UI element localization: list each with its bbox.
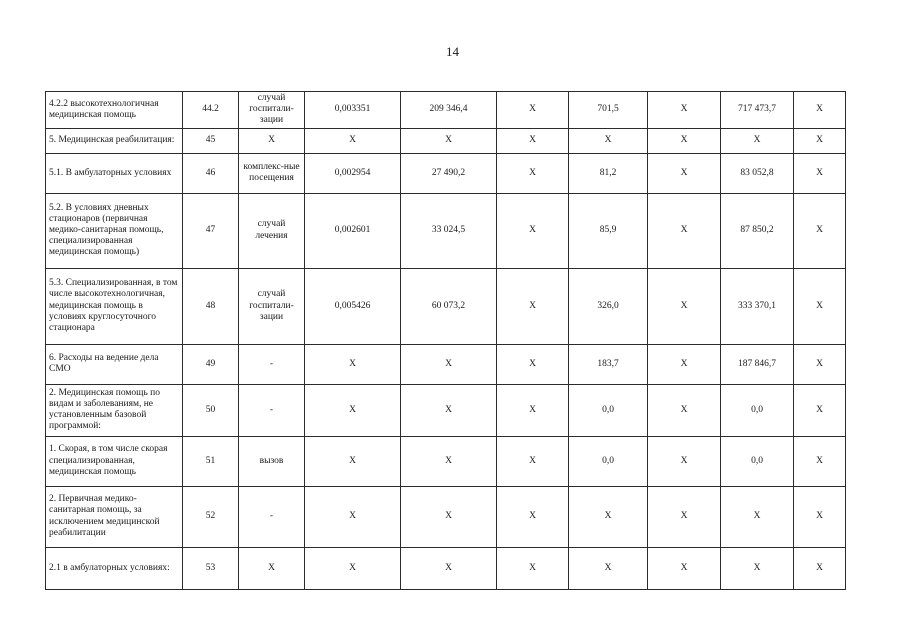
unit-cell: случай госпитали-зации	[239, 268, 305, 344]
table-row	[46, 92, 846, 129]
norm-cell: Х	[305, 344, 401, 384]
col-9-cell: 87 850,2	[721, 193, 794, 268]
unit-cell: случай лечения	[239, 193, 305, 268]
col-9-cell: 83 052,8	[721, 153, 794, 193]
col-10-cell: Х	[794, 268, 846, 344]
col-9-cell: 0,0	[721, 384, 794, 436]
col-8-cell: Х	[648, 268, 721, 344]
col-7-cell: 326,0	[569, 268, 648, 344]
col-9-cell: 0,0	[721, 436, 794, 486]
col-10-cell: Х	[794, 384, 846, 436]
row-number: 47	[183, 193, 239, 268]
row-label: 5.2. В условиях дневных стационаров (первичная медико-санитарная помощь, специализированная медицинская помощь)	[46, 193, 183, 268]
col-9-cell: 187 846,7	[721, 344, 794, 384]
col-10-cell: Х	[794, 128, 846, 153]
norm-cell: Х	[305, 486, 401, 547]
cost-cell: Х	[401, 486, 497, 547]
col-10-cell: Х	[794, 547, 846, 589]
norm-cell: Х	[305, 547, 401, 589]
row-label: 2. Медицинская помощь по видам и заболеваниям, не установленным базовой программой:	[46, 384, 183, 436]
col-6-cell: Х	[497, 384, 569, 436]
col-9-cell: Х	[721, 486, 794, 547]
row-label: 2.1 в амбулаторных условиях:	[46, 547, 183, 589]
col-10-cell: Х	[794, 193, 846, 268]
row-label: 2. Первичная медико-санитарная помощь, за исключением медицинской реабилитации	[46, 486, 183, 547]
norm-cell: 0,002601	[305, 193, 401, 268]
row-label: 1. Скорая, в том числе скорая специализированная, медицинская помощь	[46, 436, 183, 486]
table-row	[46, 384, 846, 436]
col-10-cell: Х	[794, 486, 846, 547]
row-number: 45	[183, 128, 239, 153]
norm-cell: Х	[305, 436, 401, 486]
col-6-cell: Х	[497, 92, 569, 129]
cost-cell: Х	[401, 547, 497, 589]
col-9-cell: 333 370,1	[721, 268, 794, 344]
cost-cell: 60 073,2	[401, 268, 497, 344]
row-number: 46	[183, 153, 239, 193]
page-number: 14	[446, 44, 459, 59]
col-10-cell: Х	[794, 153, 846, 193]
row-label: 6. Расходы на ведение дела СМО	[46, 344, 183, 384]
col-8-cell: Х	[648, 153, 721, 193]
row-number: 53	[183, 547, 239, 589]
col-8-cell: Х	[648, 547, 721, 589]
row-label: 4.2.2 высокотехнологичная медицинская помощь	[46, 92, 183, 129]
table-row	[46, 193, 846, 268]
col-10-cell: Х	[794, 344, 846, 384]
cost-cell: 27 490,2	[401, 153, 497, 193]
unit-cell: вызов	[239, 436, 305, 486]
unit-cell: случай госпитали-зации	[239, 92, 305, 129]
unit-cell: Х	[239, 128, 305, 153]
row-label: 5.1. В амбулаторных условиях	[46, 153, 183, 193]
unit-cell: -	[239, 344, 305, 384]
col-6-cell: Х	[497, 486, 569, 547]
table-row	[46, 268, 846, 344]
row-number: 52	[183, 486, 239, 547]
col-6-cell: Х	[497, 128, 569, 153]
col-8-cell: Х	[648, 486, 721, 547]
col-7-cell: Х	[569, 486, 648, 547]
col-6-cell: Х	[497, 153, 569, 193]
cost-cell: Х	[401, 436, 497, 486]
table-row	[46, 547, 846, 589]
row-number: 49	[183, 344, 239, 384]
col-7-cell: 81,2	[569, 153, 648, 193]
norm-cell: 0,002954	[305, 153, 401, 193]
col-6-cell: Х	[497, 344, 569, 384]
col-8-cell: Х	[648, 193, 721, 268]
col-10-cell: Х	[794, 92, 846, 129]
unit-cell: -	[239, 486, 305, 547]
norm-cell: Х	[305, 128, 401, 153]
financing-table	[45, 91, 846, 590]
col-7-cell: 701,5	[569, 92, 648, 129]
col-8-cell: Х	[648, 436, 721, 486]
col-9-cell: Х	[721, 547, 794, 589]
col-8-cell: Х	[648, 92, 721, 129]
unit-cell: -	[239, 384, 305, 436]
table-row	[46, 486, 846, 547]
col-7-cell: 0,0	[569, 384, 648, 436]
row-label: 5.3. Специализированная, в том числе высокотехнологичная, медицинская помощь в условиях круглосуточного стационара	[46, 268, 183, 344]
norm-cell: Х	[305, 384, 401, 436]
unit-cell: Х	[239, 547, 305, 589]
norm-cell: 0,003351	[305, 92, 401, 129]
col-6-cell: Х	[497, 547, 569, 589]
col-7-cell: 183,7	[569, 344, 648, 384]
table-row	[46, 344, 846, 384]
col-7-cell: 85,9	[569, 193, 648, 268]
cost-cell: Х	[401, 128, 497, 153]
col-9-cell: Х	[721, 128, 794, 153]
col-9-cell: 717 473,7	[721, 92, 794, 129]
col-6-cell: Х	[497, 268, 569, 344]
cost-cell: Х	[401, 344, 497, 384]
norm-cell: 0,005426	[305, 268, 401, 344]
table-row	[46, 436, 846, 486]
row-number: 44.2	[183, 92, 239, 129]
cost-cell: Х	[401, 384, 497, 436]
row-number: 50	[183, 384, 239, 436]
col-8-cell: Х	[648, 128, 721, 153]
col-7-cell: Х	[569, 547, 648, 589]
col-6-cell: Х	[497, 436, 569, 486]
col-10-cell: Х	[794, 436, 846, 486]
col-6-cell: Х	[497, 193, 569, 268]
col-7-cell: Х	[569, 128, 648, 153]
table-row	[46, 128, 846, 153]
row-number: 51	[183, 436, 239, 486]
col-8-cell: Х	[648, 344, 721, 384]
row-label: 5. Медицинская реабилитация:	[46, 128, 183, 153]
row-number: 48	[183, 268, 239, 344]
cost-cell: 209 346,4	[401, 92, 497, 129]
table-row	[46, 153, 846, 193]
cost-cell: 33 024,5	[401, 193, 497, 268]
col-7-cell: 0,0	[569, 436, 648, 486]
unit-cell: комплекс-ные посещения	[239, 153, 305, 193]
col-8-cell: Х	[648, 384, 721, 436]
